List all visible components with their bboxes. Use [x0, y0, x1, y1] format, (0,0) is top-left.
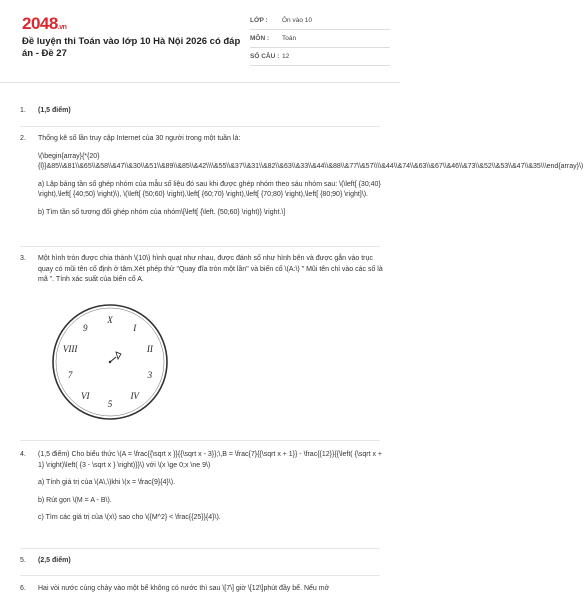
logo-suffix: .vn: [57, 24, 67, 31]
divider: [20, 440, 380, 441]
clock-label: I: [133, 323, 137, 333]
question-text: Một hình tròn được chia thành \(10\) hình quạt như nhau, được đánh số như hình bên và được gắn vào trục quay có mũi tên cố định ở tâm.Xét phép thử "Quay đĩa tròn một lần" và biến cố \(A:\) " Mũi tên chỉ vào các số là mã ". Tính xác suất của biến cố A.: [38, 255, 383, 283]
question-number: 3.: [20, 255, 26, 262]
meta-value: 12: [282, 53, 290, 60]
clock-center: [109, 361, 111, 363]
meta-value: Toán: [282, 35, 297, 42]
question-data: \(\begin{array}{*{20}{l}}&85\\&81\\&65\\&58\\&47\\&30\\&51\\&89\\&85\\&42\\\\&55\\&37\\&31\\&82\\&63\\&33\\&44\\&88\\&77\\&57\\\\&44\\&74\\&63\\&67\\&46\\&73\\&52\\&53\\&47\\&35\\\end{array}\): [38, 152, 583, 170]
clock-label: IV: [130, 391, 139, 401]
clock-figure: [50, 302, 170, 422]
exam-meta: [250, 12, 390, 66]
question-6: [20, 584, 385, 602]
exam-title: Đề luyện thi Toán vào lớp 10 Hà Nội 2026 có đáp án - Đề 27: [22, 36, 241, 59]
question-number: 5.: [20, 557, 26, 564]
divider: [20, 246, 380, 247]
question-part-c: c) Tìm các giá trị của \(x\) sao cho \({M^2} < \frac{{25}}{4}\).: [38, 514, 221, 521]
meta-row-count: [250, 48, 390, 66]
meta-value: Ôn vào 10: [282, 17, 312, 24]
divider: [20, 126, 380, 127]
clock-label: VIII: [62, 344, 78, 354]
clock-label: 3: [147, 370, 153, 380]
clock-label: VI: [81, 391, 90, 401]
question-number: 4.: [20, 451, 26, 458]
clock-label: X: [107, 315, 113, 325]
question-points: (1,5 điểm): [38, 107, 71, 114]
clock-label: II: [146, 344, 153, 354]
question-5: [20, 556, 385, 567]
meta-row-class: [250, 12, 390, 30]
question-points: (2,5 điểm): [38, 557, 71, 564]
question-1: [20, 106, 385, 117]
question-number: 1.: [20, 107, 26, 114]
question-part-a: a) Lập bảng tần số ghép nhóm của mẫu số liệu đó sau khi được ghép nhóm theo sáu nhóm sau: \(\left[ {30;40} \right),\left[ {40;50} \right)\), \(\left[ {50;60} \right),\left[ {60;70} \right),\left[ {70;80} \right),\left[ {80;90} \right]\).: [38, 180, 381, 198]
question-3: [20, 254, 385, 293]
clock-label: 5: [107, 399, 113, 409]
site-logo[interactable]: [22, 14, 66, 34]
question-part-b: b) Rút gọn \(M = A - B\).: [38, 496, 112, 504]
page-header: [0, 0, 400, 83]
divider: [20, 575, 380, 576]
question-number: 6.: [20, 585, 26, 592]
logo-text: 2048: [22, 14, 58, 33]
question-text: Hai vòi nước cùng chảy vào một bể không có nước thì sau \[7\] giờ \[12\]phút đầy bể. Nếu mở: [38, 585, 330, 592]
question-text: (1,5 điểm) Cho biểu thức \(A = \frac{{\sqrt x }}{{\sqrt x - 3}};\,B = \frac{7}{{\sqrt x + 1}} - \frac{{12}}{{\left( {\sqrt x + 1} \right)\left( {3 - \sqrt x } \right)}}\) với \(x \ge 0;x \ne 9\): [38, 451, 382, 469]
question-part-b: b) Tìm tần số tương đối ghép nhóm của nhóm\[\left[ {\left. {50;60} \right)} \right.\]: [38, 208, 286, 216]
question-text: Thống kê số lần truy cập Internet của 30 người trong một tuần là:: [38, 135, 241, 142]
meta-key: MÔN :: [250, 35, 270, 42]
meta-row-subject: [250, 30, 390, 48]
question-4: [20, 450, 385, 531]
clock-label: 7: [67, 370, 73, 380]
meta-key: SỐ CÂU :: [250, 53, 280, 60]
meta-key: LỚP :: [250, 17, 268, 24]
question-part-a: a) Tính giá trị của \(A\,\)khi \(x = \frac{9}{4}\).: [38, 479, 176, 486]
clock-label: 9: [83, 323, 88, 333]
divider: [20, 548, 380, 549]
question-2: [20, 134, 583, 225]
question-number: 2.: [20, 135, 26, 142]
